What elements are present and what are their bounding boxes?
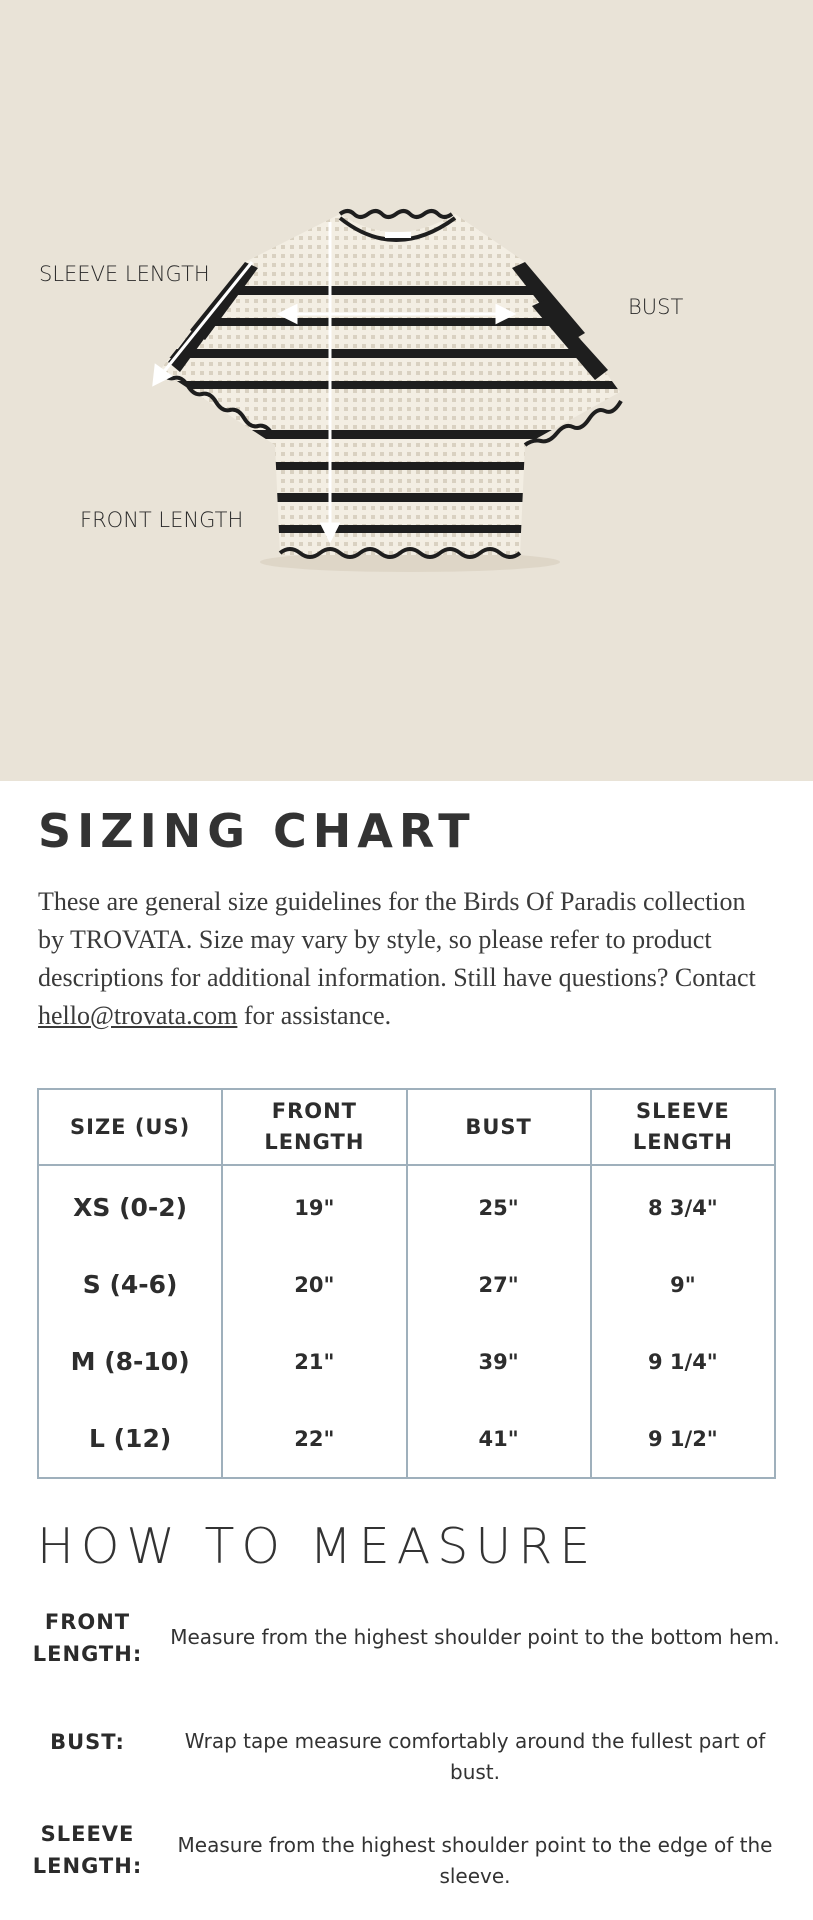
sleeve-length-cell: 9 1/4"	[591, 1323, 775, 1400]
measure-text: Measure from the highest shoulder point to the edge of the sleeve.	[177, 1833, 773, 1888]
measure-label-line1: BUST:	[50, 1730, 125, 1754]
front-length-cell: 21"	[222, 1323, 406, 1400]
table-row	[38, 1246, 775, 1323]
size-cell: L (12)	[38, 1400, 222, 1478]
bust-label: BUST	[628, 295, 684, 319]
intro-text: These are general size guidelines for the Birds Of Paradis collection by TROVATA. Size may vary by style, so please refer to product descriptions for additional information. Still have questions? Contact	[38, 887, 756, 992]
sleeve-length-label: SLEEVE LENGTH	[39, 262, 210, 286]
header-size-label: SIZE (US)	[70, 1114, 191, 1139]
table-row	[38, 1400, 775, 1478]
header-front-length-line1: FRONT	[271, 1099, 358, 1123]
measure-label-line1: FRONT	[44, 1610, 131, 1634]
header-sleeve-length-line1: SLEEVE	[635, 1099, 730, 1123]
front-length-label: FRONT LENGTH	[80, 508, 244, 532]
header-sleeve-length-line2: LENGTH	[632, 1130, 733, 1154]
contact-email-link[interactable]: hello@trovata.com	[38, 1001, 238, 1030]
how-to-measure-title: HOW TO MEASURE	[37, 1518, 598, 1575]
measure-label	[20, 1726, 155, 1758]
sleeve-length-cell: 9 1/2"	[591, 1400, 775, 1478]
size-cell: M (8-10)	[38, 1323, 222, 1400]
measure-label-line1: SLEEVE	[40, 1822, 135, 1846]
measure-label-line2: LENGTH:	[32, 1854, 143, 1878]
measure-text: Measure from the highest shoulder point to the bottom hem.	[170, 1625, 780, 1649]
sleeve-length-cell: 8 3/4"	[591, 1165, 775, 1246]
sweater-illustration	[0, 0, 813, 781]
size-table	[37, 1088, 776, 1479]
size-cell: S (4-6)	[38, 1246, 222, 1323]
size-cell: XS (0-2)	[38, 1165, 222, 1246]
front-length-cell: 20"	[222, 1246, 406, 1323]
measure-label-line2: LENGTH:	[32, 1642, 143, 1666]
header-front-length	[222, 1089, 406, 1165]
intro-tail: for assistance.	[237, 1001, 392, 1030]
header-bust-label: BUST	[465, 1114, 532, 1139]
table-header-row	[38, 1089, 775, 1165]
sleeve-length-cell: 9"	[591, 1246, 775, 1323]
product-measurement-image	[0, 0, 813, 781]
measure-label	[20, 1818, 155, 1882]
front-length-cell: 22"	[222, 1400, 406, 1478]
bust-cell: 41"	[407, 1400, 591, 1478]
sizing-chart-title: SIZING CHART	[38, 804, 476, 858]
bust-cell: 25"	[407, 1165, 591, 1246]
table-row	[38, 1323, 775, 1400]
sizing-intro	[38, 883, 778, 1035]
header-front-length-line2: LENGTH	[264, 1130, 365, 1154]
front-length-cell: 19"	[222, 1165, 406, 1246]
measure-label	[20, 1606, 155, 1670]
measure-text: Wrap tape measure comfortably around the fullest part of bust.	[184, 1729, 766, 1784]
table-row	[38, 1165, 775, 1246]
header-bust	[407, 1089, 591, 1165]
header-size	[38, 1089, 222, 1165]
header-sleeve-length	[591, 1089, 775, 1165]
bust-cell: 27"	[407, 1246, 591, 1323]
bust-cell: 39"	[407, 1323, 591, 1400]
